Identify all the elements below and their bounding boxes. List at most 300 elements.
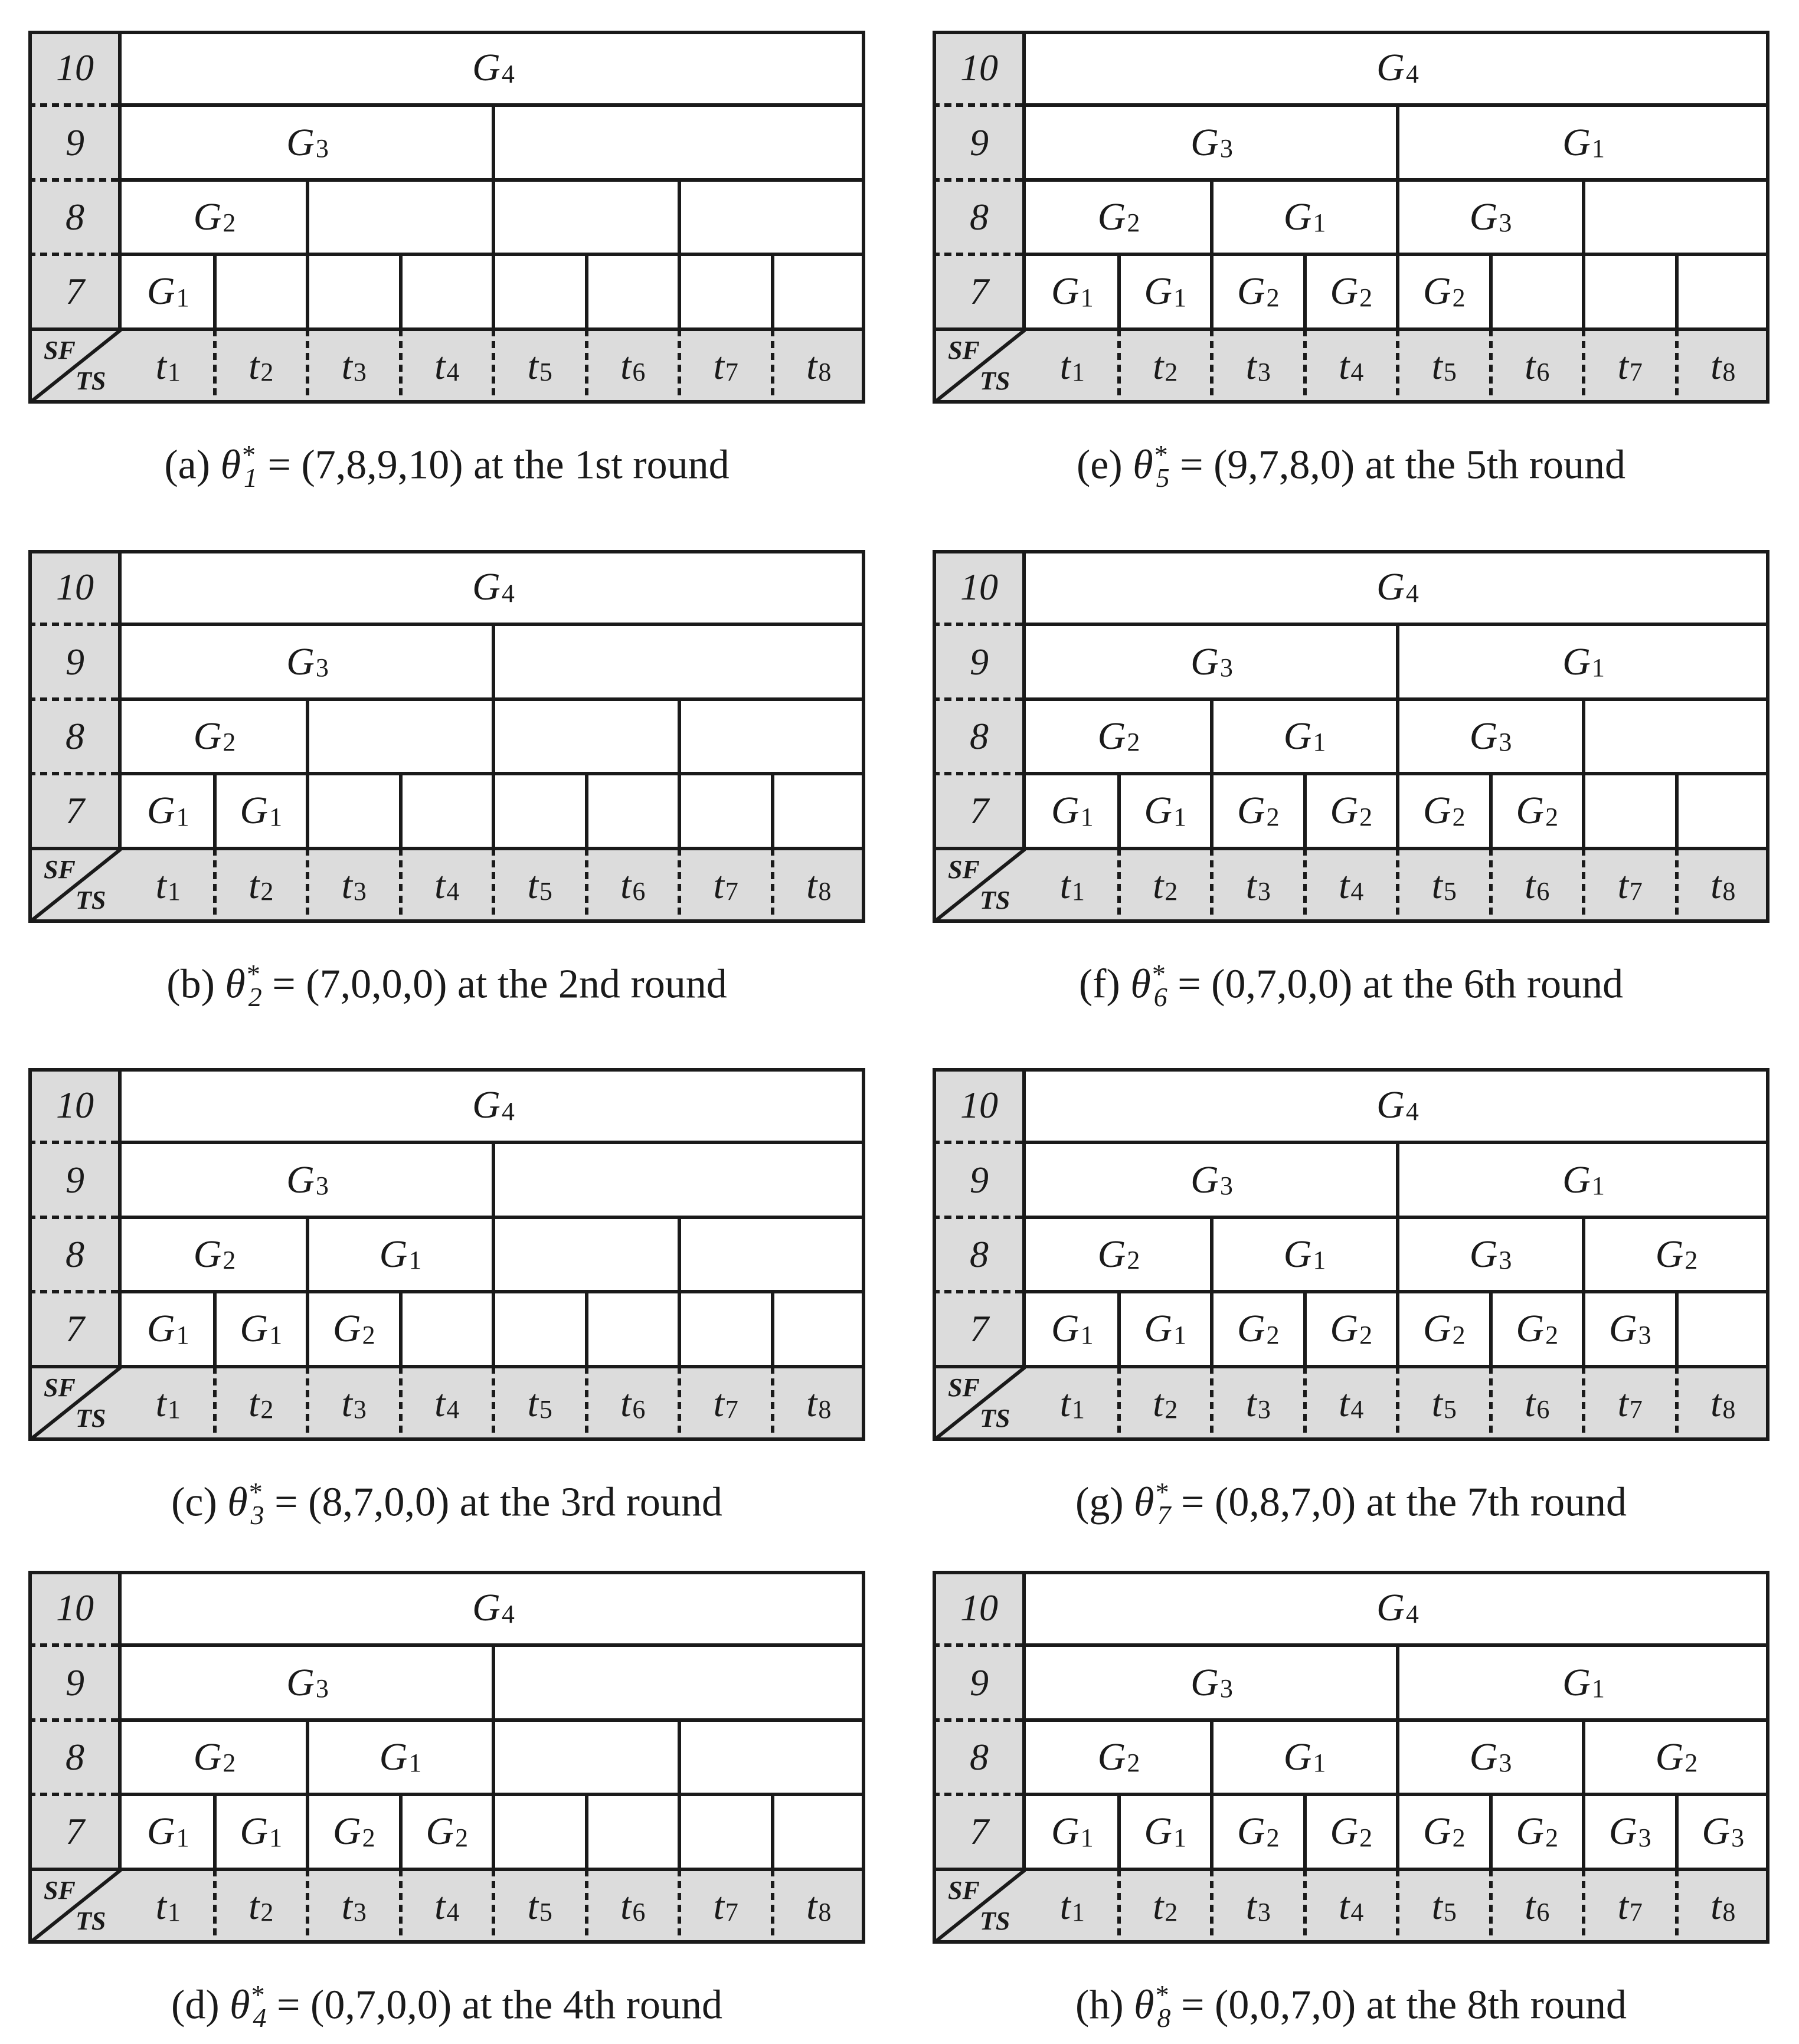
label-base: G bbox=[332, 1307, 361, 1351]
label-base: G bbox=[1051, 270, 1080, 313]
label-subscript: 1 bbox=[167, 1395, 181, 1424]
label-base: t bbox=[1617, 1381, 1628, 1425]
label-subscript: 1 bbox=[1080, 1823, 1094, 1852]
label-base: t bbox=[1245, 1381, 1257, 1425]
label-subscript: 3 bbox=[1499, 1748, 1512, 1778]
label-base: t bbox=[1617, 863, 1628, 907]
label-subscript: 2 bbox=[1545, 1320, 1559, 1349]
panel-caption bbox=[933, 1476, 1769, 1531]
label-subscript: 1 bbox=[269, 802, 283, 831]
label-subscript: 3 bbox=[1257, 877, 1271, 906]
label-subscript: 7 bbox=[1629, 358, 1643, 387]
label-base: G bbox=[1376, 565, 1405, 609]
sf-level-9: 9 bbox=[66, 1661, 84, 1704]
label-subscript: 3 bbox=[1257, 358, 1271, 387]
label-subscript: 2 bbox=[1127, 208, 1140, 238]
corner-sf-label: SF bbox=[44, 1875, 76, 1905]
label-subscript: 5 bbox=[539, 877, 552, 906]
label-base: t bbox=[1525, 1884, 1536, 1928]
label-subscript: 4 bbox=[1405, 578, 1419, 608]
label-subscript: 1 bbox=[269, 1823, 283, 1852]
label-base: G bbox=[1190, 1660, 1219, 1704]
label-base: t bbox=[155, 344, 166, 388]
label-subscript: 1 bbox=[1071, 877, 1085, 906]
caption-star: * bbox=[1154, 1980, 1168, 2010]
caption-star: * bbox=[245, 959, 259, 989]
label-subscript: 1 bbox=[1173, 283, 1187, 312]
caption-round-sub: 3 bbox=[250, 1500, 264, 1531]
label-base: t bbox=[155, 1884, 166, 1928]
label-base: G bbox=[1422, 789, 1451, 833]
label-base: t bbox=[1059, 344, 1071, 388]
label-subscript: 3 bbox=[353, 1898, 367, 1927]
label-base: G bbox=[1190, 1158, 1219, 1201]
label-subscript: 8 bbox=[1722, 358, 1736, 387]
label-base: t bbox=[1059, 863, 1071, 907]
label-base: t bbox=[713, 1381, 724, 1425]
label-base: t bbox=[1710, 1884, 1722, 1928]
label-subscript: 2 bbox=[1684, 1246, 1698, 1275]
caption-text: = (7,0,0,0) at the 2nd round bbox=[261, 961, 727, 1007]
sf-level-7: 7 bbox=[66, 270, 84, 313]
label-subscript: 2 bbox=[1359, 802, 1373, 831]
caption-theta: θ bbox=[1134, 1479, 1154, 1525]
label-subscript: 2 bbox=[223, 1246, 236, 1275]
label-subscript: 8 bbox=[1722, 1898, 1736, 1927]
label-subscript: 4 bbox=[501, 578, 515, 608]
label-subscript: 3 bbox=[1499, 728, 1512, 757]
label-base: G bbox=[1516, 1810, 1545, 1853]
label-base: G bbox=[1330, 270, 1359, 313]
label-base: t bbox=[1245, 1884, 1257, 1928]
sf-level-8: 8 bbox=[970, 715, 989, 757]
label-subscript: 1 bbox=[1080, 802, 1094, 831]
label-subscript: 1 bbox=[1591, 653, 1605, 683]
label-base: t bbox=[527, 863, 538, 907]
label-base: t bbox=[1339, 344, 1350, 388]
label-subscript: 3 bbox=[353, 358, 367, 387]
label-base: t bbox=[527, 344, 538, 388]
label-subscript: 2 bbox=[223, 728, 236, 757]
label-base: t bbox=[248, 1884, 260, 1928]
label-base: t bbox=[1339, 1381, 1350, 1425]
label-base: G bbox=[1330, 1307, 1359, 1351]
panel-c bbox=[28, 1068, 865, 1541]
label-base: G bbox=[240, 789, 269, 833]
label-subscript: 3 bbox=[1499, 1246, 1512, 1275]
label-base: t bbox=[248, 344, 260, 388]
panel-f bbox=[933, 550, 1769, 1023]
label-base: t bbox=[1339, 863, 1350, 907]
label-base: G bbox=[1144, 1810, 1173, 1853]
caption-prefix: (c) bbox=[171, 1479, 228, 1525]
panel-caption bbox=[28, 1476, 865, 1531]
label-subscript: 3 bbox=[1731, 1823, 1745, 1852]
label-base: G bbox=[193, 1735, 222, 1778]
label-base: G bbox=[1376, 1083, 1405, 1127]
sf-level-7: 7 bbox=[970, 1810, 989, 1853]
label-base: t bbox=[1153, 1884, 1164, 1928]
label-base: G bbox=[146, 1810, 175, 1853]
sf-level-9: 9 bbox=[970, 121, 989, 163]
corner-sf-label: SF bbox=[44, 335, 76, 365]
label-subscript: 4 bbox=[1405, 1096, 1419, 1126]
caption-round-sub: 5 bbox=[1156, 463, 1170, 493]
label-subscript: 1 bbox=[167, 1898, 181, 1927]
label-base: t bbox=[1710, 344, 1722, 388]
caption-text: = (0,7,0,0) at the 6th round bbox=[1167, 961, 1624, 1007]
label-base: G bbox=[426, 1810, 454, 1853]
label-base: G bbox=[193, 1232, 222, 1276]
label-base: G bbox=[1562, 1660, 1591, 1704]
label-subscript: 2 bbox=[1359, 1823, 1373, 1852]
label-base: t bbox=[1245, 344, 1257, 388]
caption-theta: θ bbox=[227, 1479, 248, 1525]
label-base: t bbox=[1617, 344, 1628, 388]
label-subscript: 1 bbox=[269, 1320, 283, 1349]
label-base: G bbox=[1051, 789, 1080, 833]
label-subscript: 2 bbox=[1452, 802, 1466, 831]
label-subscript: 2 bbox=[1266, 802, 1280, 831]
label-subscript: 4 bbox=[501, 1096, 515, 1126]
label-subscript: 1 bbox=[1071, 358, 1085, 387]
label-subscript: 2 bbox=[1165, 877, 1178, 906]
label-base: G bbox=[193, 195, 222, 238]
label-base: G bbox=[332, 1810, 361, 1853]
label-base: t bbox=[1431, 863, 1443, 907]
label-subscript: 3 bbox=[1219, 1171, 1233, 1201]
caption-round-sub: 4 bbox=[253, 2003, 267, 2033]
label-subscript: 1 bbox=[1591, 134, 1605, 163]
sf-level-9: 9 bbox=[66, 640, 84, 683]
label-subscript: 5 bbox=[1443, 1395, 1457, 1424]
schedule-grid bbox=[28, 550, 865, 923]
caption-text: = (8,7,0,0) at the 3rd round bbox=[264, 1479, 722, 1525]
label-subscript: 2 bbox=[1165, 1395, 1178, 1424]
label-base: t bbox=[248, 863, 260, 907]
label-base: t bbox=[1431, 1381, 1443, 1425]
caption-theta: θ bbox=[1130, 961, 1151, 1007]
label-base: t bbox=[341, 1381, 352, 1425]
caption-theta: θ bbox=[230, 1982, 250, 2028]
label-base: t bbox=[806, 1381, 817, 1425]
sf-level-7: 7 bbox=[970, 1308, 989, 1350]
label-base: t bbox=[1525, 344, 1536, 388]
label-subscript: 1 bbox=[167, 358, 181, 387]
label-subscript: 2 bbox=[260, 877, 274, 906]
label-base: G bbox=[1608, 1810, 1637, 1853]
corner-ts-label: TS bbox=[980, 366, 1010, 395]
label-base: G bbox=[1097, 1232, 1126, 1276]
caption-theta: θ bbox=[220, 442, 241, 488]
label-base: t bbox=[341, 1884, 352, 1928]
label-base: t bbox=[1710, 1381, 1722, 1425]
label-subscript: 8 bbox=[818, 1395, 832, 1424]
label-base: G bbox=[1237, 789, 1265, 833]
label-subscript: 5 bbox=[1443, 877, 1457, 906]
caption-theta: θ bbox=[225, 961, 246, 1007]
label-subscript: 4 bbox=[446, 1395, 460, 1424]
label-subscript: 2 bbox=[260, 1395, 274, 1424]
label-subscript: 6 bbox=[1536, 1395, 1550, 1424]
caption-text: = (0,0,7,0) at the 8th round bbox=[1170, 1982, 1627, 2028]
corner-ts-label: TS bbox=[980, 885, 1010, 915]
label-base: G bbox=[1469, 1232, 1498, 1276]
label-subscript: 1 bbox=[176, 1823, 189, 1852]
label-base: t bbox=[1617, 1884, 1628, 1928]
label-subscript: 2 bbox=[1452, 1320, 1466, 1349]
label-base: t bbox=[620, 863, 632, 907]
panel-caption bbox=[933, 958, 1769, 1013]
label-subscript: 7 bbox=[1629, 1898, 1643, 1927]
label-base: G bbox=[286, 120, 315, 164]
label-base: G bbox=[286, 1660, 315, 1704]
label-subscript: 2 bbox=[1266, 1320, 1280, 1349]
label-base: t bbox=[713, 344, 724, 388]
sf-level-9: 9 bbox=[970, 1661, 989, 1704]
label-subscript: 4 bbox=[501, 59, 515, 89]
label-subscript: 3 bbox=[1638, 1823, 1651, 1852]
sf-level-8: 8 bbox=[66, 715, 84, 757]
label-subscript: 1 bbox=[176, 283, 189, 312]
corner-ts-label: TS bbox=[76, 1403, 106, 1433]
label-base: t bbox=[620, 1381, 632, 1425]
label-base: G bbox=[379, 1735, 408, 1778]
label-base: G bbox=[286, 1158, 315, 1201]
label-base: G bbox=[1469, 195, 1498, 238]
label-base: G bbox=[1516, 789, 1545, 833]
sf-level-10: 10 bbox=[56, 1084, 94, 1126]
panel-h bbox=[933, 1571, 1769, 2044]
label-base: G bbox=[1562, 1158, 1591, 1201]
label-subscript: 2 bbox=[1266, 1823, 1280, 1852]
label-subscript: 2 bbox=[260, 358, 274, 387]
sf-level-7: 7 bbox=[970, 790, 989, 832]
label-base: G bbox=[1330, 1810, 1359, 1853]
sf-level-8: 8 bbox=[970, 195, 989, 238]
panel-e bbox=[933, 31, 1769, 504]
corner-ts-label: TS bbox=[980, 1906, 1010, 1935]
label-subscript: 4 bbox=[446, 1898, 460, 1927]
label-base: G bbox=[1469, 1735, 1498, 1778]
caption-prefix: (b) bbox=[166, 961, 225, 1007]
schedule-grid bbox=[28, 1571, 865, 1944]
label-subscript: 7 bbox=[725, 358, 738, 387]
label-subscript: 1 bbox=[408, 1748, 422, 1778]
label-subscript: 6 bbox=[632, 877, 646, 906]
label-subscript: 4 bbox=[1350, 877, 1364, 906]
label-subscript: 1 bbox=[1313, 1246, 1326, 1275]
label-subscript: 5 bbox=[1443, 1898, 1457, 1927]
label-base: G bbox=[1655, 1232, 1684, 1276]
label-base: G bbox=[1283, 1232, 1312, 1276]
caption-star: * bbox=[240, 440, 254, 470]
caption-theta: θ bbox=[1134, 1982, 1154, 2028]
label-base: G bbox=[1097, 714, 1126, 758]
sf-level-7: 7 bbox=[66, 1308, 84, 1350]
label-base: G bbox=[1422, 1307, 1451, 1351]
sf-level-10: 10 bbox=[960, 1587, 998, 1629]
schedule-grid bbox=[933, 1571, 1769, 1944]
sf-level-8: 8 bbox=[970, 1233, 989, 1275]
panel-d bbox=[28, 1571, 865, 2044]
label-base: G bbox=[472, 565, 501, 609]
label-subscript: 1 bbox=[176, 802, 189, 831]
label-base: G bbox=[193, 714, 222, 758]
label-base: G bbox=[1283, 714, 1312, 758]
corner-sf-label: SF bbox=[44, 854, 76, 884]
label-base: G bbox=[1702, 1810, 1731, 1853]
label-subscript: 4 bbox=[1405, 59, 1419, 89]
label-base: G bbox=[472, 1586, 501, 1630]
label-base: G bbox=[1283, 1735, 1312, 1778]
corner-sf-label: SF bbox=[948, 1373, 980, 1402]
label-subscript: 2 bbox=[1127, 1246, 1140, 1275]
label-base: t bbox=[1525, 1381, 1536, 1425]
sf-level-7: 7 bbox=[66, 790, 84, 832]
label-base: G bbox=[472, 1083, 501, 1127]
label-subscript: 2 bbox=[362, 1320, 375, 1349]
corner-sf-label: SF bbox=[948, 854, 980, 884]
label-subscript: 1 bbox=[167, 877, 181, 906]
label-base: G bbox=[1422, 1810, 1451, 1853]
corner-ts-label: TS bbox=[76, 885, 106, 915]
label-subscript: 5 bbox=[539, 1395, 552, 1424]
label-subscript: 2 bbox=[1545, 802, 1559, 831]
label-subscript: 5 bbox=[539, 358, 552, 387]
caption-theta: θ bbox=[1133, 442, 1153, 488]
label-base: t bbox=[434, 1381, 446, 1425]
sf-level-10: 10 bbox=[960, 47, 998, 89]
sf-level-9: 9 bbox=[66, 121, 84, 163]
panel-caption bbox=[933, 1979, 1769, 2033]
label-base: t bbox=[1525, 863, 1536, 907]
label-subscript: 1 bbox=[1173, 802, 1187, 831]
label-subscript: 1 bbox=[1071, 1898, 1085, 1927]
caption-round-sub: 2 bbox=[248, 982, 262, 1013]
panel-caption bbox=[28, 439, 865, 493]
panel-caption bbox=[28, 1979, 865, 2033]
label-subscript: 3 bbox=[1219, 1674, 1233, 1704]
label-subscript: 2 bbox=[260, 1898, 274, 1927]
caption-prefix: (f) bbox=[1078, 961, 1131, 1007]
label-base: G bbox=[1190, 120, 1219, 164]
label-subscript: 2 bbox=[1127, 728, 1140, 757]
label-subscript: 3 bbox=[1257, 1395, 1271, 1424]
caption-text: = (0,7,0,0) at the 4th round bbox=[266, 1982, 722, 2028]
label-subscript: 4 bbox=[1350, 358, 1364, 387]
panel-caption bbox=[933, 439, 1769, 493]
label-base: G bbox=[240, 1810, 269, 1853]
sf-level-9: 9 bbox=[970, 1158, 989, 1201]
sf-level-8: 8 bbox=[66, 1233, 84, 1275]
label-base: t bbox=[713, 1884, 724, 1928]
label-subscript: 4 bbox=[1405, 1599, 1419, 1629]
label-subscript: 7 bbox=[1629, 877, 1643, 906]
label-base: G bbox=[1097, 195, 1126, 238]
label-subscript: 5 bbox=[539, 1898, 552, 1927]
label-base: t bbox=[155, 863, 166, 907]
label-subscript: 4 bbox=[1350, 1898, 1364, 1927]
label-subscript: 3 bbox=[315, 1171, 329, 1201]
label-base: G bbox=[1237, 270, 1265, 313]
caption-star: * bbox=[250, 1980, 264, 2010]
caption-round-sub: 1 bbox=[243, 463, 257, 493]
label-subscript: 3 bbox=[1499, 208, 1512, 238]
sf-level-8: 8 bbox=[66, 195, 84, 238]
label-base: t bbox=[527, 1381, 538, 1425]
label-subscript: 4 bbox=[501, 1599, 515, 1629]
label-subscript: 6 bbox=[1536, 358, 1550, 387]
label-base: t bbox=[1245, 863, 1257, 907]
label-base: t bbox=[713, 863, 724, 907]
label-subscript: 6 bbox=[632, 358, 646, 387]
label-subscript: 8 bbox=[1722, 1395, 1736, 1424]
label-base: t bbox=[434, 1884, 446, 1928]
label-subscript: 1 bbox=[1173, 1320, 1187, 1349]
label-subscript: 3 bbox=[1257, 1898, 1271, 1927]
label-base: G bbox=[1330, 789, 1359, 833]
caption-star: * bbox=[247, 1477, 261, 1507]
panel-b bbox=[28, 550, 865, 1023]
schedule-grid bbox=[933, 1068, 1769, 1441]
label-subscript: 6 bbox=[1536, 1898, 1550, 1927]
label-subscript: 1 bbox=[1313, 728, 1326, 757]
sf-level-9: 9 bbox=[66, 1158, 84, 1201]
panel-caption bbox=[28, 958, 865, 1013]
label-base: G bbox=[379, 1232, 408, 1276]
label-subscript: 3 bbox=[315, 134, 329, 163]
label-base: t bbox=[155, 1381, 166, 1425]
corner-sf-label: SF bbox=[948, 1875, 980, 1905]
label-base: t bbox=[341, 344, 352, 388]
label-base: G bbox=[1655, 1735, 1684, 1778]
label-subscript: 2 bbox=[1127, 1748, 1140, 1778]
sf-level-8: 8 bbox=[970, 1735, 989, 1778]
caption-round-sub: 8 bbox=[1157, 2003, 1171, 2033]
label-base: G bbox=[1144, 789, 1173, 833]
label-subscript: 7 bbox=[725, 1395, 738, 1424]
label-base: t bbox=[620, 1884, 632, 1928]
label-subscript: 2 bbox=[1545, 1823, 1559, 1852]
label-subscript: 5 bbox=[1443, 358, 1457, 387]
label-base: G bbox=[286, 640, 315, 683]
label-base: G bbox=[1469, 714, 1498, 758]
label-base: t bbox=[1431, 1884, 1443, 1928]
label-subscript: 8 bbox=[818, 1898, 832, 1927]
label-base: t bbox=[1431, 344, 1443, 388]
label-subscript: 2 bbox=[362, 1823, 375, 1852]
caption-text: = (0,8,7,0) at the 7th round bbox=[1170, 1479, 1627, 1525]
label-subscript: 2 bbox=[1165, 358, 1178, 387]
label-subscript: 1 bbox=[1591, 1674, 1605, 1704]
caption-text: = (9,7,8,0) at the 5th round bbox=[1169, 442, 1625, 488]
label-subscript: 3 bbox=[1219, 134, 1233, 163]
label-subscript: 7 bbox=[725, 1898, 738, 1927]
label-subscript: 1 bbox=[1080, 1320, 1094, 1349]
label-base: G bbox=[240, 1307, 269, 1351]
label-base: t bbox=[806, 344, 817, 388]
label-subscript: 3 bbox=[353, 1395, 367, 1424]
label-base: G bbox=[1376, 46, 1405, 90]
label-base: G bbox=[1190, 640, 1219, 683]
schedule-grid bbox=[28, 1068, 865, 1441]
caption-star: * bbox=[1150, 959, 1165, 989]
label-subscript: 2 bbox=[1452, 1823, 1466, 1852]
label-base: t bbox=[1710, 863, 1722, 907]
label-base: G bbox=[1562, 120, 1591, 164]
label-base: G bbox=[146, 270, 175, 313]
